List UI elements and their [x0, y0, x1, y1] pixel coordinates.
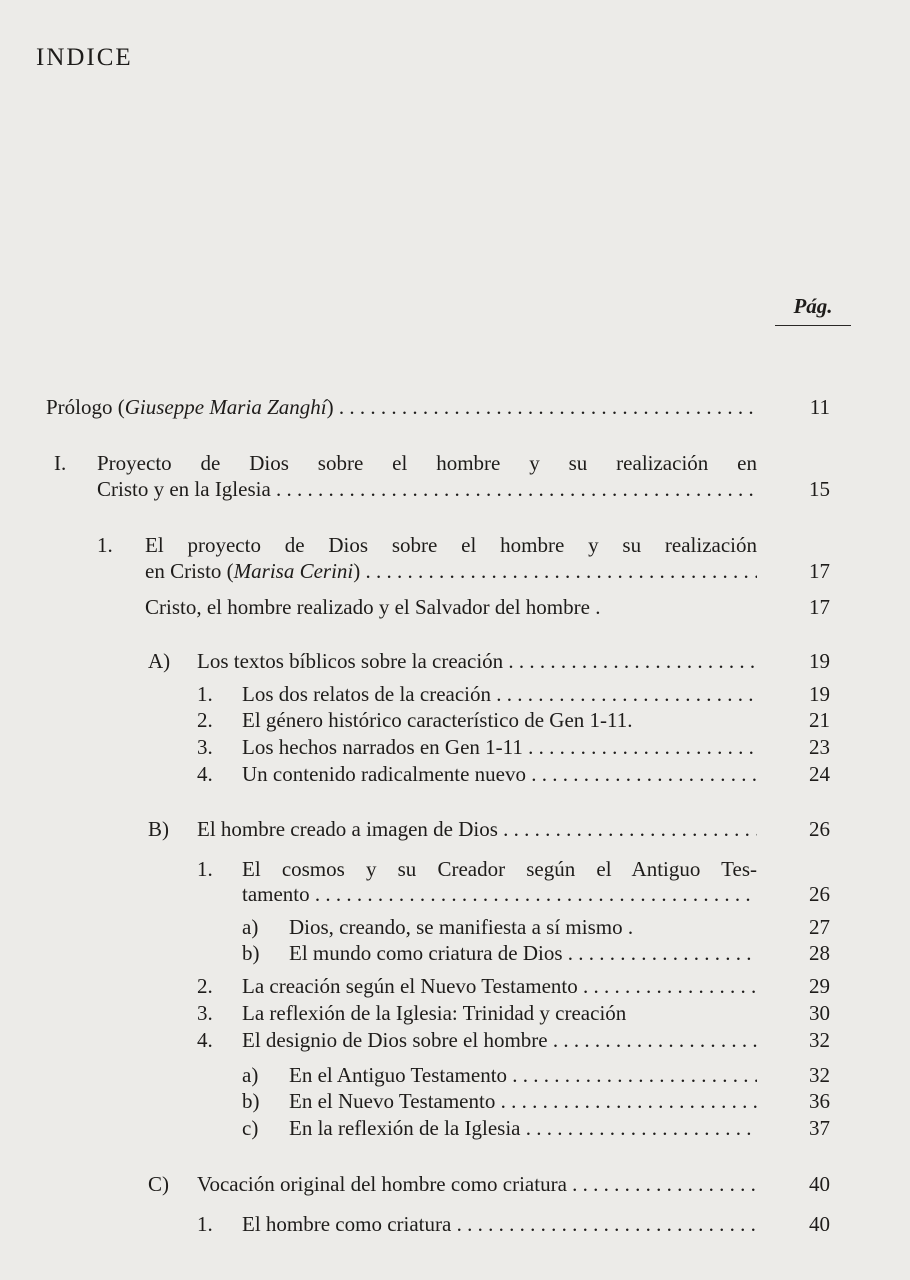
toc-page-number: 36	[809, 1089, 830, 1113]
toc-entry-a	[0, 648, 910, 675]
toc-page-number: 21	[809, 708, 830, 732]
toc-entry-a-2	[0, 707, 910, 734]
toc-entry-number: a)	[242, 915, 259, 939]
toc-entry-text: El hombre como criatura . . .	[242, 1211, 757, 1238]
toc-page-number: 23	[809, 735, 830, 759]
toc-entry-b-4-c	[0, 1115, 910, 1142]
toc-entry-number: 1.	[197, 857, 213, 881]
toc-entry-b-4-b	[0, 1088, 910, 1115]
toc-entry-text: Los textos bíblicos sobre la creación . . .	[197, 648, 757, 675]
toc-entry-b-2	[0, 973, 910, 1000]
toc-page-number: 19	[809, 682, 830, 706]
page-column-label: Pág.	[775, 294, 851, 326]
toc-entry-text: El cosmos y su Creador según el Antiguo Tes-	[242, 857, 757, 881]
toc-entry-number: 3.	[197, 735, 213, 759]
toc-page-number: 32	[809, 1063, 830, 1087]
toc-entry-text: En el Nuevo Testamento . . .	[289, 1088, 757, 1115]
toc-page-number: 17	[809, 595, 830, 619]
toc-entry-text: Prólogo (Giuseppe Maria Zanghí) . . .	[46, 394, 756, 421]
toc-entry-a-4	[0, 761, 910, 788]
toc-entry-b-1-a	[0, 914, 910, 941]
toc-entry-a-3	[0, 734, 910, 761]
toc-entry-number: A)	[148, 649, 171, 673]
toc-page-number: 19	[809, 649, 830, 673]
toc-page-number: 15	[809, 477, 830, 501]
toc-entry-section-1-cont	[0, 558, 910, 585]
toc-page-number: 17	[809, 559, 830, 583]
toc-page-number: 32	[809, 1028, 830, 1052]
toc-entry-b	[0, 816, 910, 843]
toc-page-number: 40	[809, 1172, 830, 1196]
toc-entry-text: El género histórico característico de Gen 1-11.	[242, 708, 633, 732]
toc-entry-number: 4.	[197, 762, 213, 786]
toc-page-number: 28	[809, 941, 830, 965]
toc-entry-b-3	[0, 1000, 910, 1027]
toc-entry-number: 1.	[197, 1212, 213, 1236]
toc-entry-text: en Cristo (Marisa Cerini) . . .	[145, 558, 757, 585]
toc-entry-number: a)	[242, 1063, 259, 1087]
toc-entry-number: 1.	[197, 682, 213, 706]
toc-page-number: 40	[809, 1212, 830, 1236]
toc-page-number: 26	[809, 817, 830, 841]
toc-entry-text: tamento . . .	[242, 881, 757, 908]
toc-entry-b-1-cont	[0, 881, 910, 908]
toc-entry-text: En el Antiguo Testamento . . .	[289, 1062, 757, 1089]
toc-entry-number: c)	[242, 1116, 259, 1140]
toc-entry-text: Vocación original del hombre como criatura . . .	[197, 1171, 757, 1198]
toc-entry-c	[0, 1171, 910, 1198]
toc-entry-number: 1.	[97, 533, 113, 557]
toc-entry-number: B)	[148, 817, 169, 841]
toc-entry-number: 2.	[197, 708, 213, 732]
toc-page-number: 24	[809, 762, 830, 786]
toc-entry-text: Cristo, el hombre realizado y el Salvador del hombre .	[145, 595, 601, 619]
toc-entry-text: El proyecto de Dios sobre el hombre y su realización	[145, 533, 757, 557]
toc-page-number: 37	[809, 1116, 830, 1140]
toc-entry-number: b)	[242, 1089, 260, 1113]
toc-entry-text: Los dos relatos de la creación . . .	[242, 681, 757, 708]
index-heading: INDICE	[36, 44, 133, 71]
toc-entry-text: Dios, creando, se manifiesta a sí mismo .	[289, 915, 634, 939]
toc-entry-cristo	[0, 594, 910, 621]
toc-entry-text: La reflexión de la Iglesia: Trinidad y creación	[242, 1001, 627, 1025]
toc-page-number: 29	[809, 974, 830, 998]
toc-entry-text: El designio de Dios sobre el hombre . . .	[242, 1027, 757, 1054]
toc-entry-text: Cristo y en la Iglesia . . .	[97, 476, 757, 503]
toc-entry-a-1	[0, 681, 910, 708]
toc-page-number: 27	[809, 915, 830, 939]
toc-entry-text: La creación según el Nuevo Testamento . . .	[242, 973, 757, 1000]
toc-entry-number: 4.	[197, 1028, 213, 1052]
toc-entry-number: C)	[148, 1172, 169, 1196]
toc-entry-text: Proyecto de Dios sobre el hombre y su realización en	[97, 451, 757, 475]
toc-entry-text: El mundo como criatura de Dios . . .	[289, 940, 757, 967]
toc-entry-b-1-b	[0, 940, 910, 967]
toc-entry-text: Un contenido radicalmente nuevo . . .	[242, 761, 757, 788]
toc-page-number: 30	[809, 1001, 830, 1025]
toc-entry-text: En la reflexión de la Iglesia . . .	[289, 1115, 757, 1142]
toc-entry-text: Los hechos narrados en Gen 1-11 . . .	[242, 734, 757, 761]
toc-entry-chapter-1	[0, 450, 910, 477]
toc-entry-section-1	[0, 532, 910, 559]
toc-entry-number: 3.	[197, 1001, 213, 1025]
toc-entry-b-4	[0, 1027, 910, 1054]
toc-entry-prologo	[0, 394, 910, 421]
toc-entry-chapter-1-cont	[0, 476, 910, 503]
toc-page-number: 26	[809, 882, 830, 906]
toc-entry-number: 2.	[197, 974, 213, 998]
toc-page-number: 11	[809, 395, 830, 419]
toc-entry-number: b)	[242, 941, 260, 965]
toc-entry-number: I.	[54, 451, 67, 475]
toc-entry-text: El hombre creado a imagen de Dios . . .	[197, 816, 757, 843]
toc-entry-b-1	[0, 856, 910, 883]
toc-entry-c-1	[0, 1211, 910, 1238]
toc-entry-b-4-a	[0, 1062, 910, 1089]
